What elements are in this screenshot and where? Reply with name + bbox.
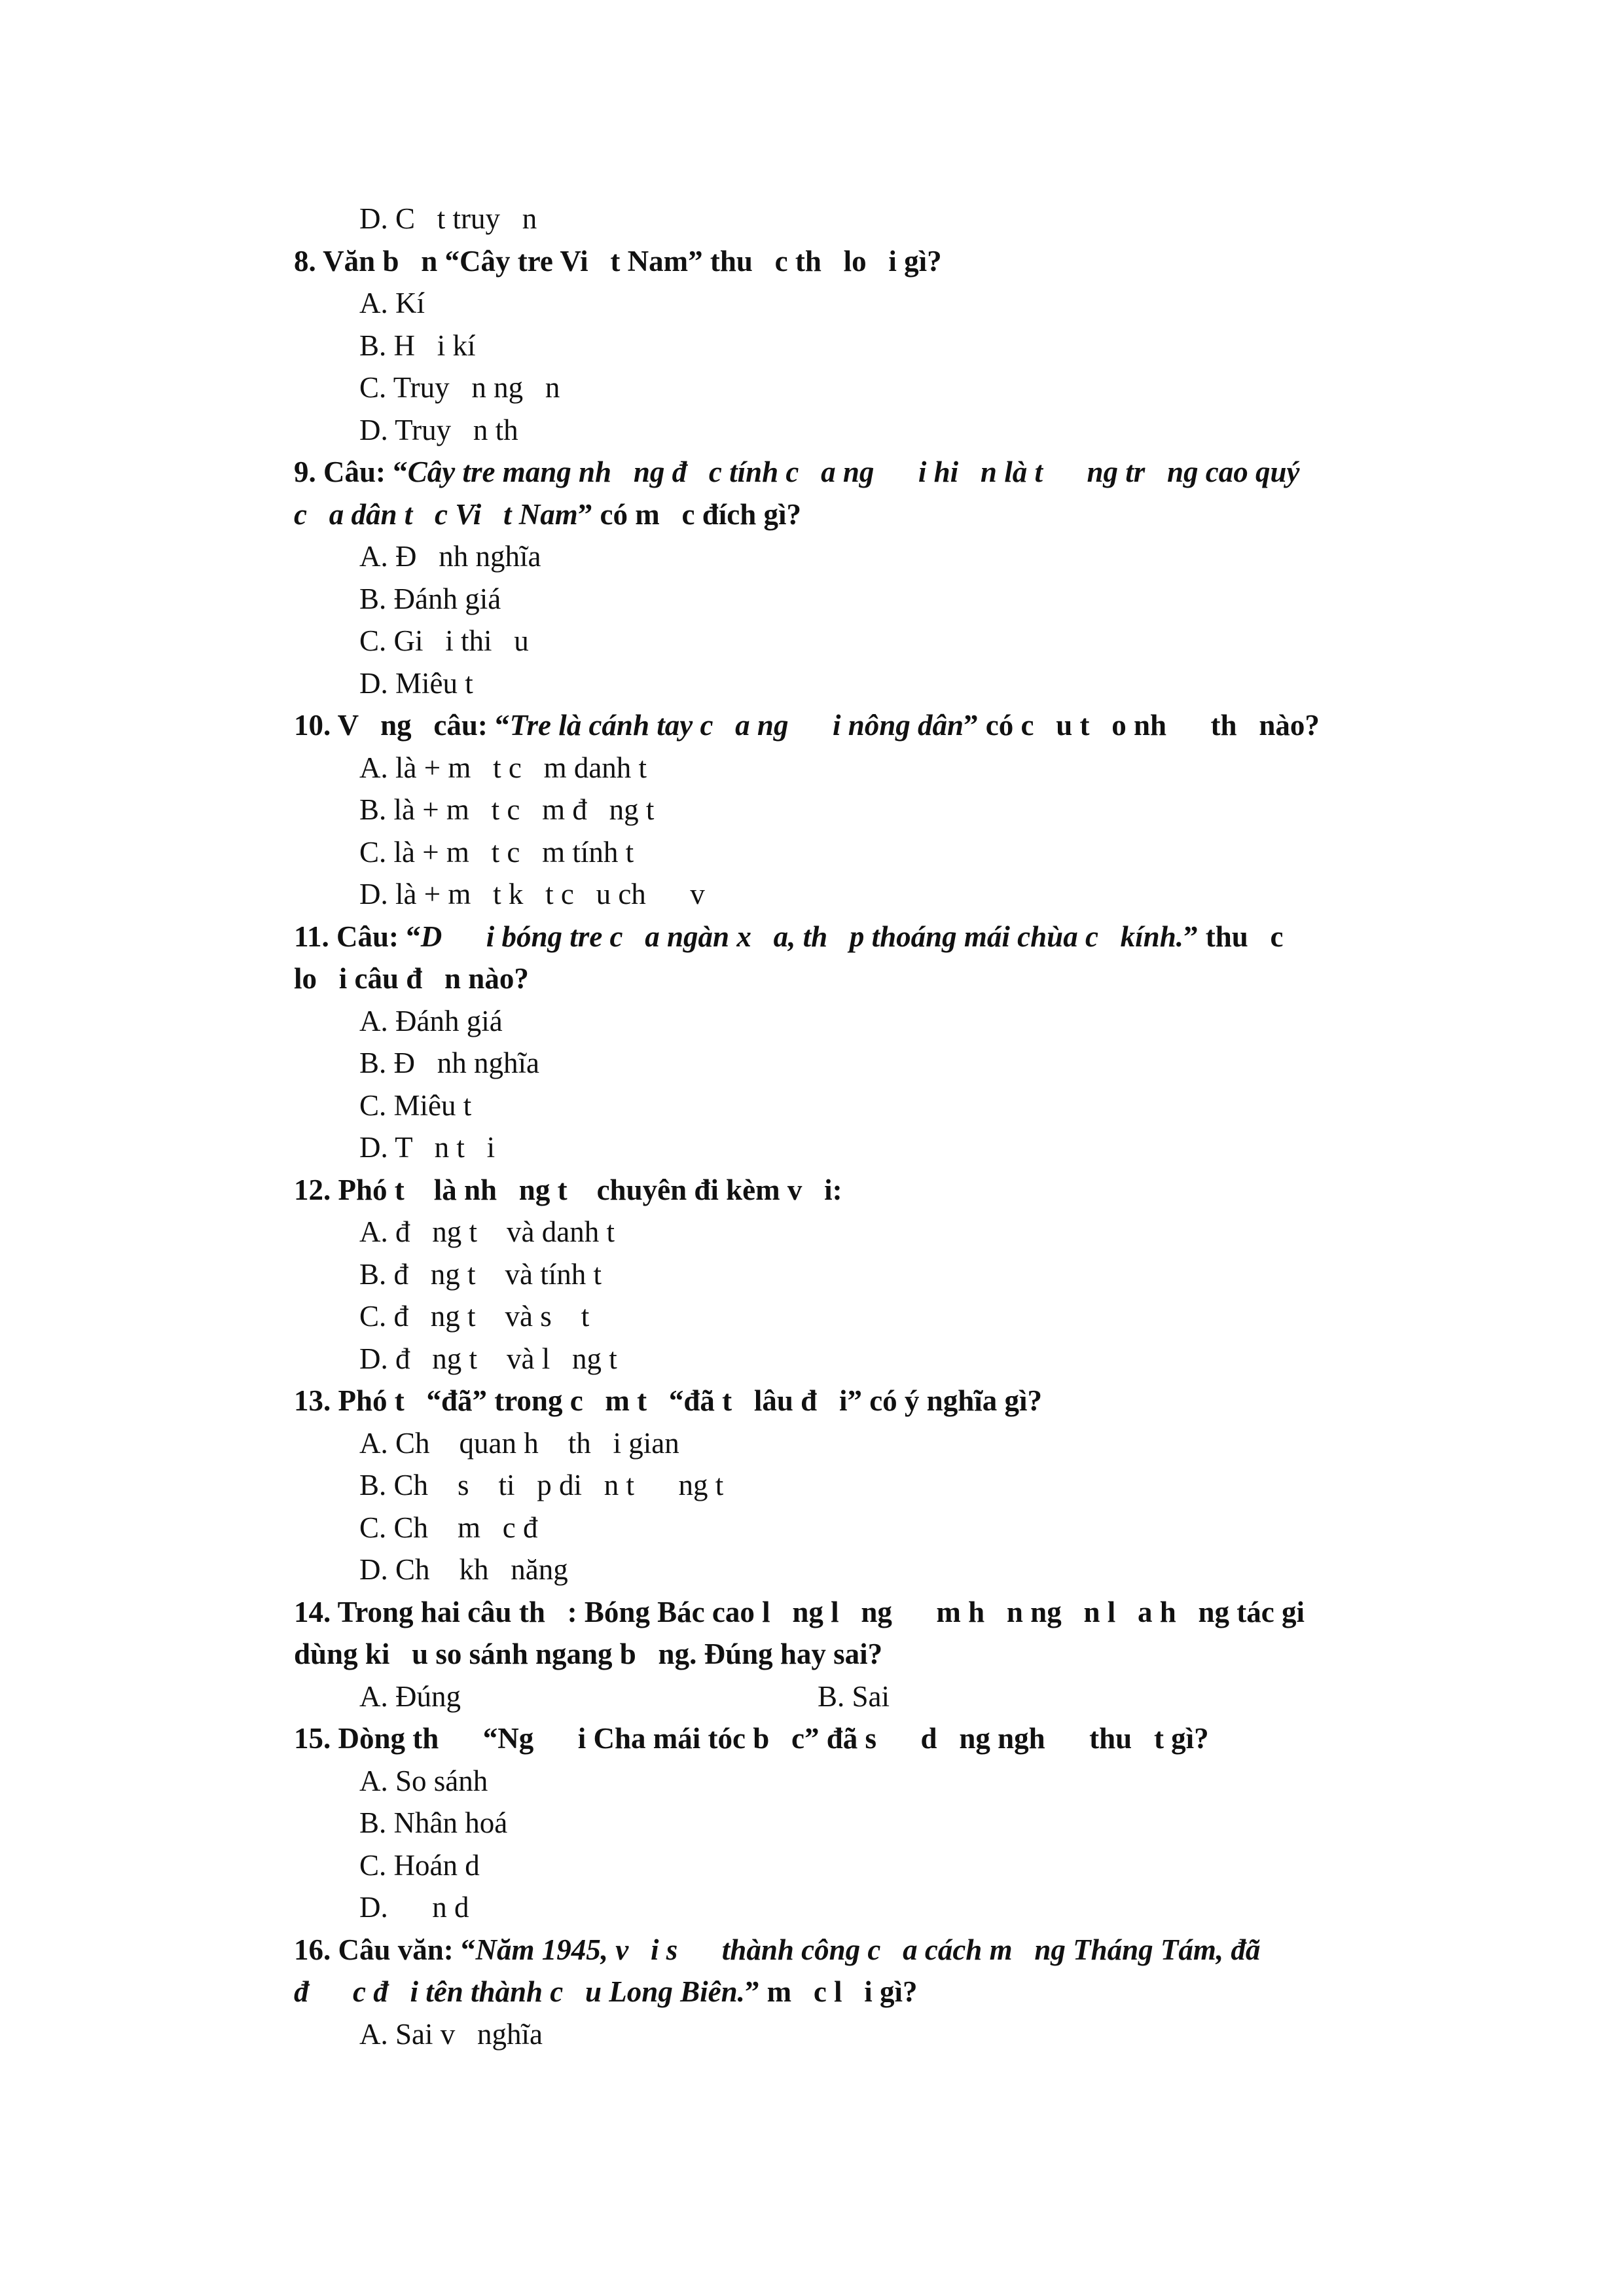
- question-line: [294, 1591, 1380, 1634]
- question-segment: 13. Phó t “đã” trong c m t “đã t lâu đ i” có ý nghĩa gì?: [294, 1384, 1042, 1417]
- answer-option: D. là + m t k t c u ch v: [359, 878, 705, 910]
- answer-option: D. Truy n th: [359, 413, 518, 446]
- quiz-content: [294, 198, 1380, 2055]
- answer-option: A. Đ nh nghĩa: [359, 540, 541, 573]
- question-block: [294, 1591, 1380, 1718]
- answer-option: A. Đánh giá: [359, 1004, 503, 1037]
- answer-option: D. n d: [359, 1891, 469, 1924]
- question-text: [294, 1717, 1380, 1760]
- answer-option: A. là + m t c m danh t: [359, 751, 647, 784]
- question-text: [294, 1929, 1380, 2013]
- answer-option: C. Truy n ng n: [359, 371, 560, 404]
- quoted-text: D i bóng tre c a ngàn x a, th p thoáng mái chùa c kính.: [420, 920, 1183, 953]
- answer-option: A. Kí: [359, 287, 425, 319]
- quoted-text: Tre là cánh tay c a ng i nông dân: [509, 709, 964, 742]
- answer-option: B. Đ nh nghĩa: [359, 1047, 539, 1079]
- answer-option-row: [294, 1676, 1380, 1718]
- answer-option: A. Đúng: [359, 1679, 461, 1713]
- answer-option: C. Ch m c đ: [359, 1511, 538, 1544]
- question-block: [294, 451, 1380, 704]
- answer-option: B. là + m t c m đ ng t: [359, 793, 655, 826]
- question-block: [294, 240, 1380, 452]
- question-text: [294, 240, 1380, 283]
- question-segment: 11. Câu: “: [294, 920, 421, 953]
- question-line: [294, 1717, 1380, 1760]
- answer-option: C. đ ng t và s t: [359, 1300, 590, 1333]
- option-d-prev: D. C t truy n: [359, 202, 537, 235]
- question-block: [294, 916, 1380, 1169]
- question-line: [294, 916, 1380, 958]
- question-line: [294, 704, 1380, 747]
- question-line: [294, 1169, 1380, 1211]
- question-block: [294, 1380, 1380, 1591]
- answer-option: B. Đánh giá: [359, 582, 501, 615]
- question-segment: 8. Văn b n “Cây tre Vi t Nam” thu c th lo i gì?: [294, 244, 942, 278]
- question-segment: ” có c u t o nh th nào?: [964, 709, 1320, 742]
- answer-option: A. So sánh: [359, 1764, 488, 1797]
- quoted-text: Năm 1945, v i s thành công c a cách m ng Tháng Tám, đã: [475, 1933, 1261, 1966]
- question-text: [294, 704, 1380, 747]
- answer-option: D. Miêu t: [359, 666, 473, 700]
- question-segment: 15. Dòng th “Ng i Cha mái tóc b c” đã s d ng ngh thu t gì?: [294, 1722, 1209, 1755]
- question-segment: ” thu c: [1183, 920, 1284, 953]
- quoted-text: Cây tre mang nh ng đ c tính c a ng i hi n là t ng tr ng cao quý: [407, 456, 1300, 488]
- question-segment: ” m c l i gì?: [744, 1975, 918, 2008]
- question-line: [294, 1633, 1380, 1676]
- answer-option: B. Nhân hoá: [359, 1806, 508, 1839]
- question-segment: 16. Câu văn: “: [294, 1933, 476, 1966]
- question-line: [294, 493, 1380, 536]
- question-text: [294, 1380, 1380, 1422]
- answer-option: A. đ ng t và danh t: [359, 1215, 615, 1248]
- question-block: [294, 1929, 1380, 2056]
- question-text: [294, 916, 1380, 1000]
- question-text: [294, 1169, 1380, 1211]
- answer-option: B. đ ng t và tính t: [359, 1257, 602, 1291]
- answer-option: D. T n t i: [359, 1131, 496, 1164]
- question-line: [294, 451, 1380, 493]
- question-line: [294, 1971, 1380, 2013]
- question-line: [294, 240, 1380, 283]
- answer-option: C. là + m t c m tính t: [359, 835, 634, 869]
- answer-option: D. đ ng t và l ng t: [359, 1342, 617, 1375]
- question-text: [294, 451, 1380, 535]
- quoted-text: c a dân t c Vi t Nam: [294, 497, 578, 531]
- answer-option: B. Sai: [818, 1679, 890, 1713]
- question-segment: ” có m c đích gì?: [577, 497, 801, 531]
- question-segment: dùng ki u so sánh ngang b ng. Đúng hay sai?: [294, 1638, 883, 1670]
- question-segment: 12. Phó t là nh ng t chuyên đi kèm v i:: [294, 1173, 842, 1206]
- answer-option: A. Sai v nghĩa: [359, 2017, 543, 2051]
- question-line: [294, 1929, 1380, 1971]
- answer-option: C. Gi i thi u: [359, 624, 529, 657]
- answer-option: D. Ch kh năng: [359, 1553, 568, 1586]
- question-block: [294, 1717, 1380, 1929]
- question-segment: 10. V ng câu: “: [294, 709, 510, 742]
- question-line: [294, 958, 1380, 1000]
- answer-option: C. Miêu t: [359, 1088, 472, 1122]
- answer-option: B. Ch s ti p di n t ng t: [359, 1469, 724, 1501]
- question-block: [294, 704, 1380, 916]
- answer-option: A. Ch quan h th i gian: [359, 1426, 679, 1460]
- answer-option: B. H i kí: [359, 329, 476, 362]
- answer-option: C. Hoán d: [359, 1848, 480, 1882]
- question-block: [294, 1169, 1380, 1380]
- question-text: [294, 1591, 1380, 1676]
- question-line: [294, 1380, 1380, 1422]
- question-segment: 14. Trong hai câu th : Bóng Bác cao l ng l ng m h n ng n l a h ng tác gi: [294, 1595, 1305, 1628]
- quoted-text: đ c đ i tên thành c u Long Biên.: [294, 1975, 745, 2008]
- question-segment: 9. Câu: “: [294, 456, 408, 488]
- question-segment: lo i câu đ n nào?: [294, 962, 529, 995]
